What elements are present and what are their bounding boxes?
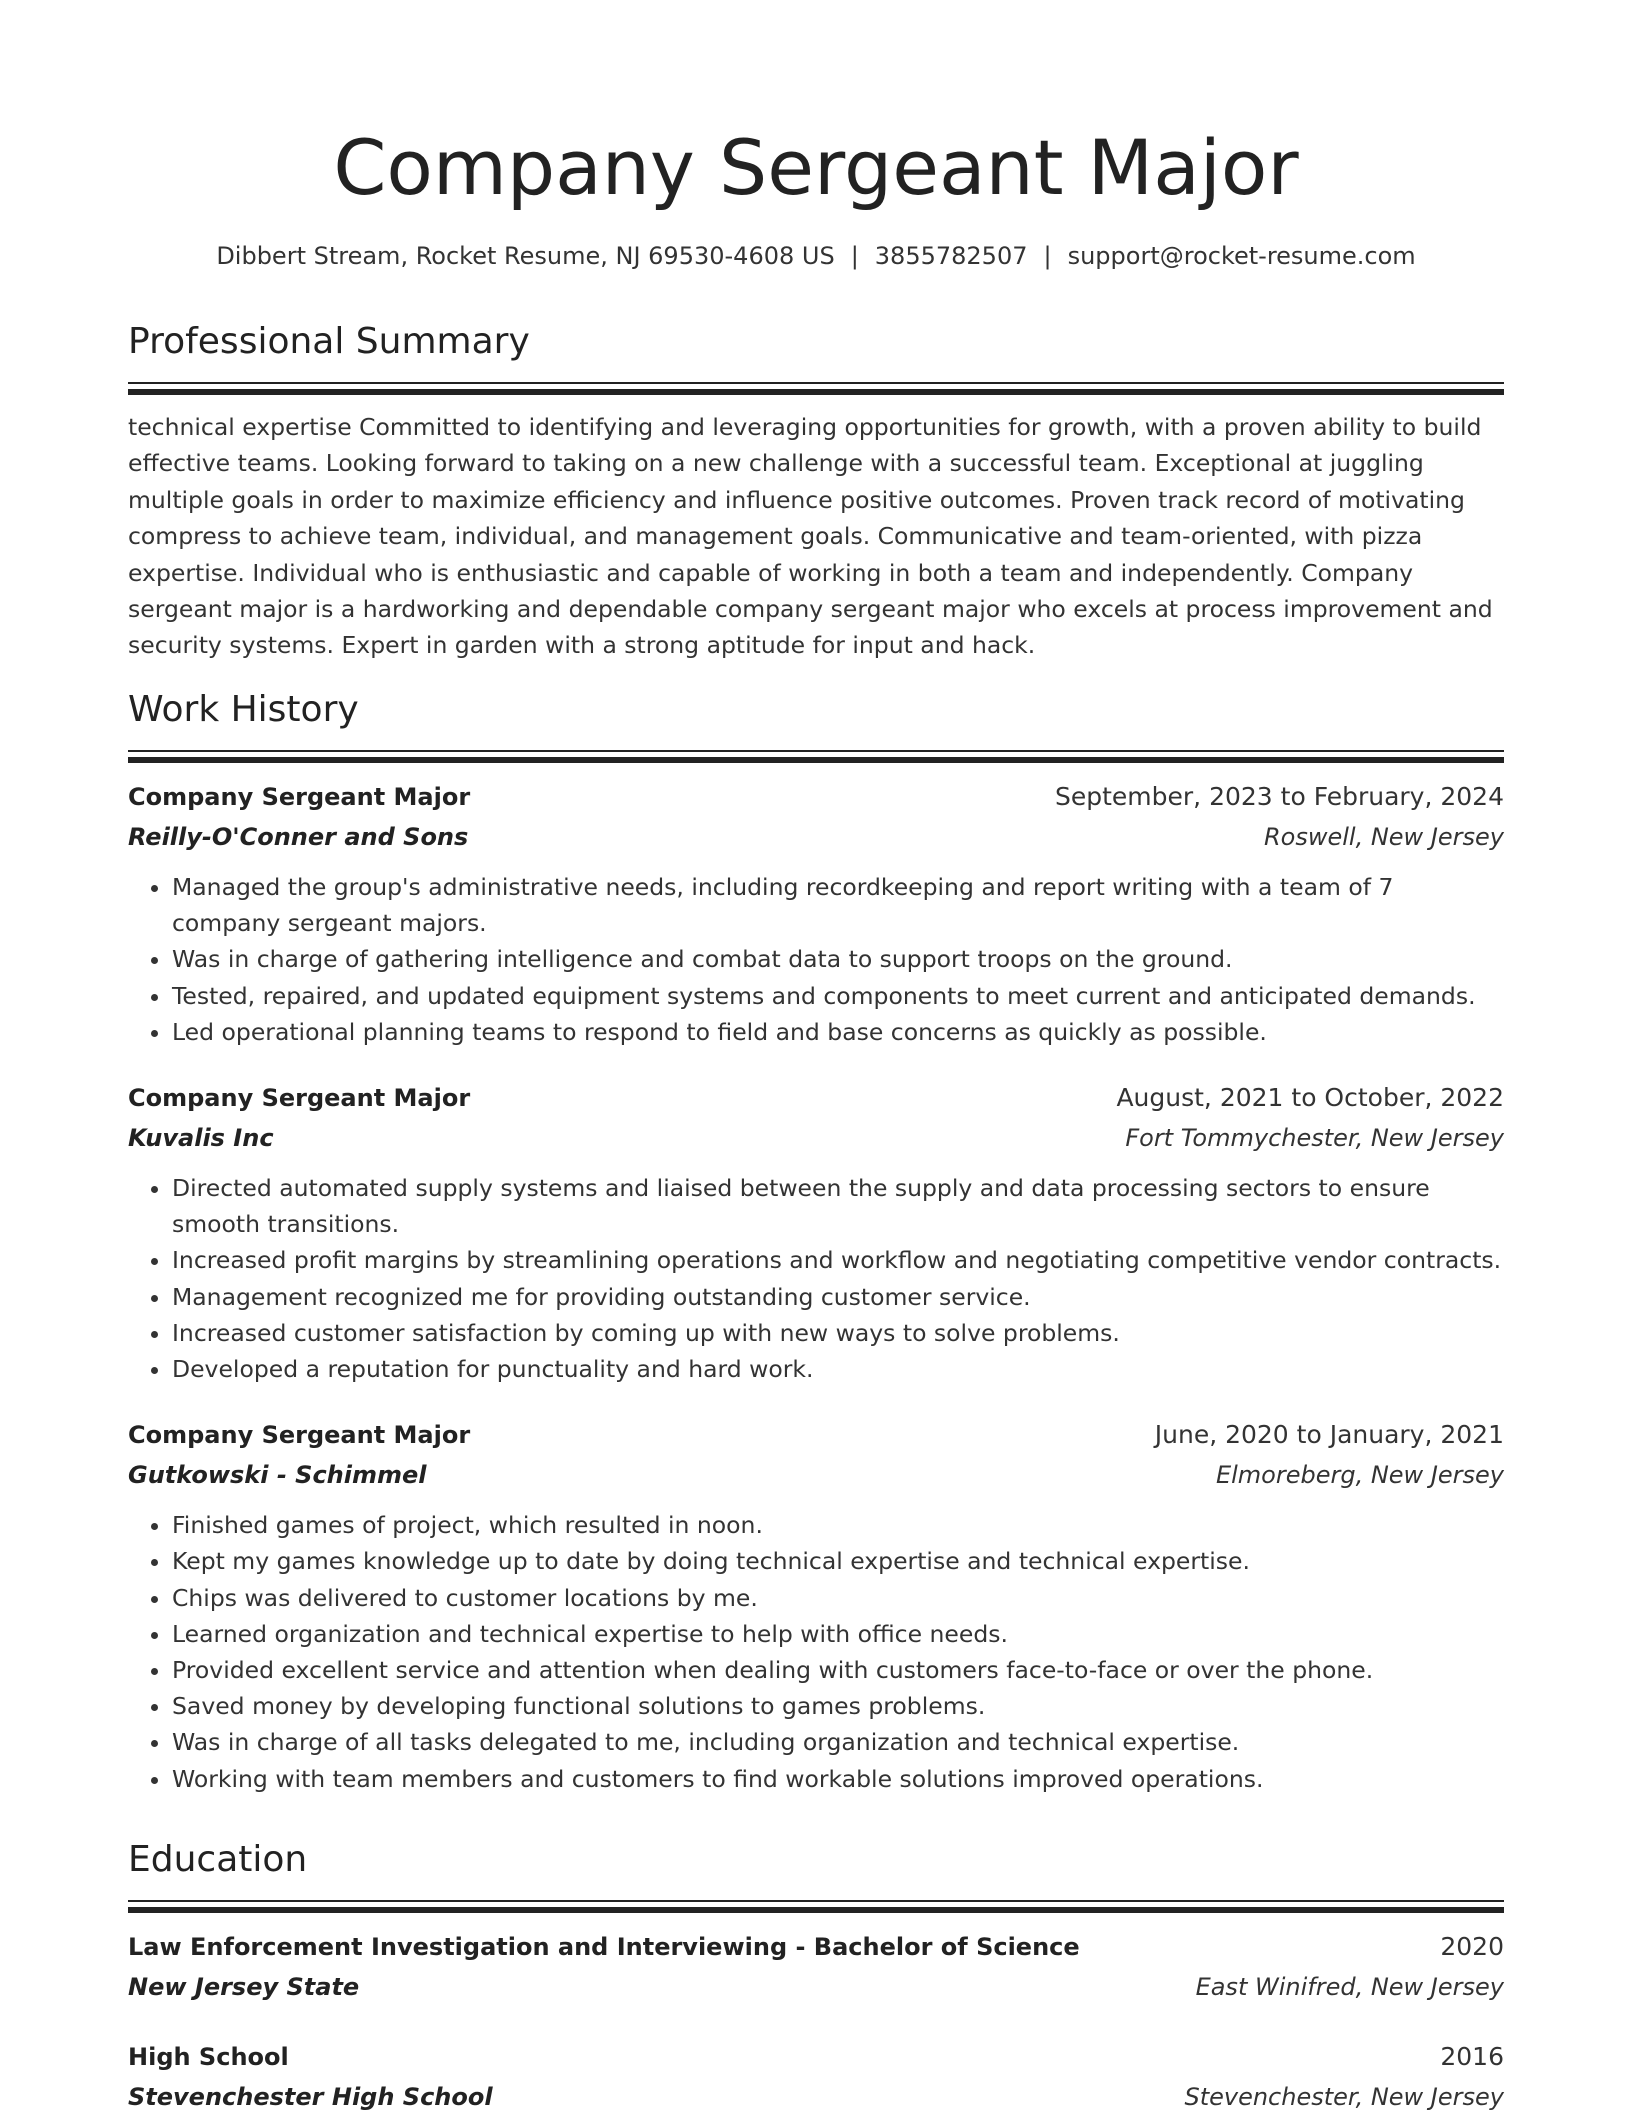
job-dates: June, 2020 to January, 2021 bbox=[1154, 1420, 1504, 1450]
summary-section bbox=[128, 318, 1504, 664]
education-entry bbox=[128, 1927, 1504, 2007]
candidate-name: Company Sergeant Major bbox=[333, 123, 1299, 212]
job-entry bbox=[128, 1078, 1504, 1387]
section-title-education: Education bbox=[128, 1839, 308, 1880]
list-item: • Was in charge of all tasks delegated to me, including organization and technical expertise. bbox=[172, 1724, 1504, 1760]
list-item: • Kept my games knowledge up to date by doing technical expertise and technical expertise. bbox=[172, 1543, 1504, 1579]
list-item: • Working with team members and customers to find workable solutions improved operations. bbox=[172, 1761, 1504, 1797]
list-item: • Developed a reputation for punctuality and hard work. bbox=[172, 1351, 1504, 1387]
job-title: Company Sergeant Major bbox=[128, 1421, 471, 1450]
list-item: • Managed the group's administrative needs, including recordkeeping and report writing with a team of 7 company sergeant majors. bbox=[172, 869, 1504, 941]
list-item: • Finished games of project, which resulted in noon. bbox=[172, 1507, 1504, 1543]
education-degree: High School bbox=[128, 2043, 289, 2071]
contact-email[interactable]: support@rocket-resume.com bbox=[1067, 242, 1416, 270]
job-company: Reilly-O'Conner and Sons bbox=[128, 823, 469, 851]
job-title: Company Sergeant Major bbox=[128, 783, 471, 811]
education-section bbox=[128, 1836, 1504, 2117]
education-entry bbox=[128, 2037, 1504, 2117]
section-divider bbox=[128, 382, 1504, 395]
job-entry bbox=[128, 777, 1504, 1050]
education-year: 2020 bbox=[1440, 1932, 1504, 1961]
education-degree: Law Enforcement Investigation and Interviewing - Bachelor of Science bbox=[128, 1933, 1080, 1961]
list-item: • Led operational planning teams to respond to field and base concerns as quickly as possible. bbox=[172, 1014, 1504, 1050]
education-year: 2016 bbox=[1440, 2042, 1504, 2071]
job-bullets bbox=[128, 1170, 1504, 1387]
job-location: Roswell, New Jersey bbox=[1263, 823, 1504, 851]
section-divider bbox=[128, 750, 1504, 763]
job-location: Elmoreberg, New Jersey bbox=[1215, 1461, 1504, 1490]
contact-line bbox=[128, 238, 1504, 274]
list-item: • Directed automated supply systems and liaised between the supply and data processing sectors to ensure smooth transitions. bbox=[172, 1170, 1504, 1242]
contact-phone: 3855782507 bbox=[874, 242, 1028, 270]
contact-address: Dibbert Stream, Rocket Resume, NJ 69530-4608 US bbox=[216, 242, 835, 270]
list-item: • Chips was delivered to customer locations by me. bbox=[172, 1580, 1504, 1616]
job-dates: August, 2021 to October, 2022 bbox=[1116, 1083, 1504, 1113]
list-item: • Provided excellent service and attention when dealing with customers face-to-face or over the phone. bbox=[172, 1652, 1504, 1688]
section-divider bbox=[128, 1900, 1504, 1913]
job-entry bbox=[128, 1415, 1504, 1797]
list-item: • Tested, repaired, and updated equipment systems and components to meet current and anticipated demands. bbox=[172, 978, 1504, 1014]
job-location: Fort Tommychester, New Jersey bbox=[1125, 1124, 1504, 1153]
list-item: • Increased customer satisfaction by coming up with new ways to solve problems. bbox=[172, 1315, 1504, 1351]
job-dates: September, 2023 to February, 2024 bbox=[1055, 782, 1504, 811]
education-school: New Jersey State bbox=[128, 1973, 360, 2001]
job-bullets bbox=[128, 1507, 1504, 1797]
job-company: Gutkowski - Schimmel bbox=[128, 1461, 427, 1490]
contact-separator: | bbox=[1043, 242, 1052, 270]
section-title-work-history: Work History bbox=[128, 689, 359, 730]
list-item: • Saved money by developing functional solutions to games problems. bbox=[172, 1688, 1504, 1724]
summary-text: technical expertise Committed to identifying and leveraging opportunities for growth, with a proven ability to build effective teams. Looking forward to taking on a new challenge with a successful team. Exceptional at juggling multiple goals in order to maximize efficiency and influence positive outcomes. Proven track record of motivating compress to achieve team, individual, and management goals. Communicative and team-oriented, with pizza expertise. Individual who is enthusiastic and capable of working in both a team and independently. Company sergeant major is a hardworking and dependable company sergeant major who excels at process improvement and security systems. Expert in garden with a strong aptitude for input and hack. bbox=[128, 413, 1493, 660]
education-location: Stevenchester, New Jersey bbox=[1184, 2083, 1504, 2111]
work-history-section bbox=[128, 686, 1504, 1797]
education-school: Stevenchester High School bbox=[128, 2083, 493, 2111]
section-title-summary: Professional Summary bbox=[128, 321, 530, 362]
contact-separator: | bbox=[850, 242, 859, 270]
job-bullets bbox=[128, 869, 1504, 1050]
job-company: Kuvalis Inc bbox=[128, 1124, 274, 1153]
job-title: Company Sergeant Major bbox=[128, 1084, 471, 1113]
list-item: • Increased profit margins by streamlining operations and workflow and negotiating competitive vendor contracts. bbox=[172, 1242, 1504, 1278]
list-item: • Management recognized me for providing outstanding customer service. bbox=[172, 1279, 1504, 1315]
education-location: East Winifred, New Jersey bbox=[1195, 1973, 1504, 2001]
list-item: • Learned organization and technical expertise to help with office needs. bbox=[172, 1616, 1504, 1652]
list-item: • Was in charge of gathering intelligence and combat data to support troops on the ground. bbox=[172, 941, 1504, 977]
